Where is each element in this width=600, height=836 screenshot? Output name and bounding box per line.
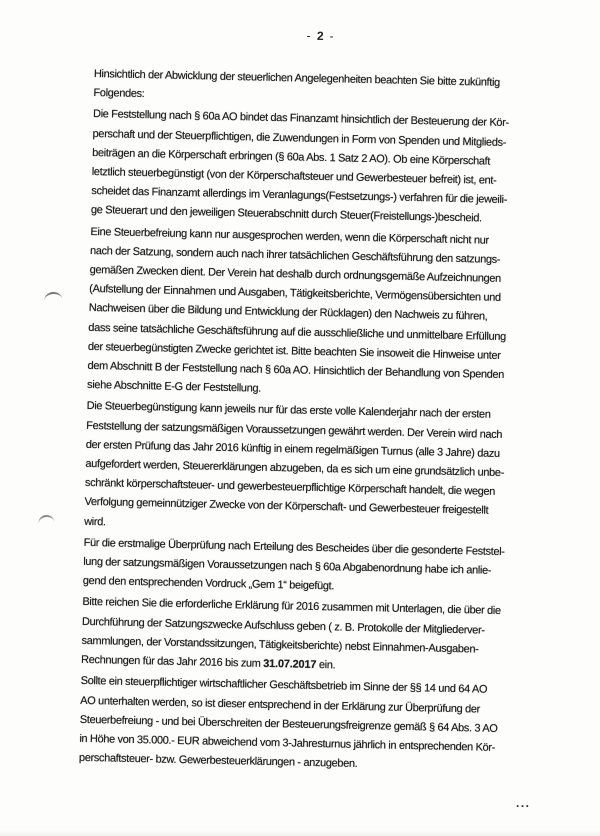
text-line: siehe Abschnitte E-G der Feststellung. xyxy=(86,379,262,395)
continuation-dots: ... xyxy=(516,796,531,810)
paragraph xyxy=(87,223,561,406)
fold-mark-icon xyxy=(38,514,55,524)
text-line: perschaft und der Steuerpflichtigen, die Zuwendungen in Form von Spenden und Mitglieds- xyxy=(92,127,507,149)
page-number: - 2 - xyxy=(306,28,336,44)
text-line: nach der Satzung, sondern auch nach ihrer tatsächlichen Geschäftsführung den satzungs- xyxy=(89,244,501,266)
text-line: dass seine tatsächliche Geschäftsführung auf die ausschließliche und unmittelbare Erfüllung xyxy=(88,321,506,343)
text-line: AO unterhalten werden, so ist dieser entsprechend in der Erklärung zur Überprüfung der xyxy=(80,694,481,716)
text-line: letztlich steuerbegünstigt (von der Körperschaftsteuer und Gewerbesteuer befreit) ist, ent- xyxy=(91,165,497,187)
text-line: der steuerbegünstigten Zwecke gerichtet ist. Bitte beachten Sie insoweit die Hinweise unter xyxy=(87,340,501,362)
text-line: scheidet das Finanzamt allerdings im Veranlagungs(Festsetzungs-) verfahren für die jeweili- xyxy=(91,185,508,207)
text-line: dem Abschnitt B der Feststellung nach § 60a AO. Hinsichtlich der Behandlung von Spenden xyxy=(87,359,505,382)
text-line: beiträgen an die Körperschaft erbringen (§ 60a Abs. 1 Satz 2 AO). Ob eine Körperschaft xyxy=(92,146,491,168)
text-line: wird. xyxy=(84,515,106,529)
text-line: schränkt körperschaftsteuer- und gewerbesteuerpflichtige Körperschaft handelt, die wegen xyxy=(84,477,496,499)
text-line: Rechnungen für das Jahr 2016 bis zum 31.07.2017 ein. xyxy=(80,653,336,672)
text-line: Folgendes: xyxy=(93,87,145,101)
paragraph xyxy=(83,534,554,602)
text-line: Hinsichtlich der Abwicklung der steuerlichen Angelegenheiten beachten Sie bitte zukünftig xyxy=(93,67,501,89)
text-line: lung der satzungsmäßigen Voraussetzungen nach § 60a Abgabenordnung habe ich anlie- xyxy=(83,555,492,577)
paragraphs xyxy=(79,65,564,778)
text-line: Nachweisen über die Bildung und Entwicklung der Rücklagen) den Nachweis zu führen, xyxy=(88,302,488,324)
text-line: ge Steuerart und den jeweiligen Steuerabschnitt durch Steuer(Freistellungs-)bescheid. xyxy=(90,204,482,225)
letter-body xyxy=(79,24,565,780)
text-line: Steuerbefreiung - und bei Überschreiten der Besteuerungsfreigrenze gemäß § 64 Abs. 3 AO xyxy=(79,713,498,735)
paragraph xyxy=(79,672,551,778)
text-line: in Höhe von 35.000.- EUR abweichend vom 3-Jahresturnus jährlich in entsprechenden Kör- xyxy=(79,732,496,754)
paragraph xyxy=(84,397,557,542)
text-line: Durchführung der Satzungszwecke Aufschluss geben ( z. B. Protokolle der Mitgliederver- xyxy=(81,615,485,637)
text-line: aufgefordert werden, Steuererklärungen abzugeben, da es sich um eine grundsätzlich unbe- xyxy=(85,457,505,480)
paragraph xyxy=(81,593,553,680)
text-line: der ersten Prüfung das Jahr 2016 künftig in einem regelmäßigen Turnus (alle 3 Jahre) dazu xyxy=(85,438,500,460)
text-line: perschaftsteuer- bzw. Gewerbesteuerklärungen - anzugeben. xyxy=(78,751,358,771)
text-line: Eine Steuerbefreiung kann nur ausgesprochen werden, wenn die Körperschaft nicht nur xyxy=(90,225,489,247)
text-line: Für die erstmalige Überprüfung nach Erteilung des Bescheides über die gesonderte Feststel- xyxy=(83,536,505,558)
scan-edge-shadow xyxy=(0,830,600,836)
text-line: Bitte reichen Sie die erforderliche Erklärung für 2016 zusammen mit Unterlagen, die über die xyxy=(82,596,501,618)
paragraph xyxy=(91,105,563,230)
text-line: Verfolgung gemeinnütziger Zwecke von der Körperschaft- und Gewerbesteuer freigestellt xyxy=(84,496,489,518)
text-line: sammlungen, der Vorstandssitzungen, Tätigkeitsberichte) nebst Einnahmen-Ausgaben- xyxy=(81,634,479,656)
text-line: gend den entsprechenden Vordruck „Gem 1“ beigefügt. xyxy=(82,575,335,593)
text-line: Feststellung der satzungsmäßigen Voraussetzungen gewährt werden. Der Verein wird nach xyxy=(86,419,503,441)
text-line: gemäßen Zwecken dient. Der Verein hat deshalb durch ordnungsgemäße Aufzeichnungen xyxy=(89,263,501,285)
text-line: Die Steuerbegünstigung kann jeweils nur für das erste volle Kalenderjahr nach der ersten xyxy=(86,400,491,422)
text-line: Die Feststellung nach § 60a AO bindet das Finanzamt hinsichtlich der Besteuerung der Kör- xyxy=(92,108,509,130)
text-line: (Aufstellung der Einnahmen und Ausgaben, Tätigkeitsberichte, Vermögensübersichten und xyxy=(89,283,501,305)
fold-mark-icon xyxy=(44,291,63,301)
text-line: Sollte ein steuerpflichtiger wirtschaftlicher Geschäftsbetrieb im Sinne der §§ 14 und 64 AO xyxy=(80,675,488,697)
